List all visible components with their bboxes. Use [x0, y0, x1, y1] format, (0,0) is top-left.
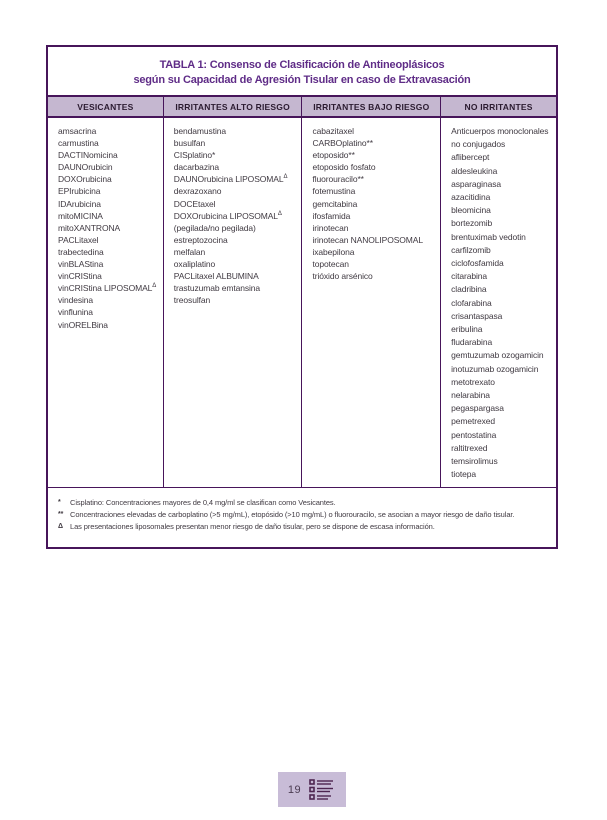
drug-item: Anticuerpos monoclonales no conjugados	[451, 126, 549, 150]
drug-item: fluorouracilo**	[312, 174, 364, 185]
footnote-text: Concentraciones elevadas de carboplatino (>5 mg/mL), etopósido (>10 mg/mL) o fluorouracilo, se asocian a mayor riesgo de daño tisular.	[70, 509, 515, 519]
drug-item: DOXOrubicina $LIPOSOMAL^\Delta$	[173, 210, 282, 221]
drug-item: metotrexato	[451, 376, 495, 387]
column-header-no-irritantes: NO IRRITANTES	[440, 97, 556, 116]
drug-item: carfilzomib	[451, 244, 491, 255]
drug-item: trastuzumab emtansina	[173, 283, 261, 294]
drug-item: bortezomib	[451, 218, 493, 229]
column-header-irritantes-alto-riesgo: IRRITANTES ALTO RIESGO	[163, 97, 302, 116]
drug-item: crisantaspasa	[451, 310, 503, 321]
drug-item: clofarabina	[451, 297, 492, 308]
drug-item: amsacrina	[58, 126, 97, 136]
drug-item: melfalan	[173, 246, 206, 257]
table-title-line2: según su Capacidad de Agresión Tisular en caso de Extravasación	[133, 74, 471, 86]
page-footer-badge	[278, 772, 346, 807]
footnote-text: Las presentaciones liposomales presentan menor riesgo de daño tisular, pero se dispone de escasa información.	[70, 521, 435, 531]
table-title	[48, 47, 556, 95]
drug-item: eribulina	[451, 324, 483, 335]
drug-item: mitoMICINA	[58, 210, 103, 221]
drug-item: dacarbazina	[173, 162, 220, 173]
page-number: 19	[287, 783, 302, 796]
table-title-line1: TABLA 1: Consenso de Clasificación de Antineoplásicos	[159, 59, 445, 71]
drug-item: inotuzumab ozogamicin	[451, 363, 539, 374]
footnote	[58, 521, 546, 533]
drug-item: aldesleukina	[451, 165, 498, 176]
drug-item: aflibercept	[451, 152, 490, 163]
footnotes-section	[48, 488, 556, 547]
drug-item: citarabina	[451, 271, 487, 282]
list-bullet-icon	[309, 778, 336, 801]
drug-item: DACTINomicina	[58, 150, 118, 161]
drug-item: IDArubicina	[58, 198, 101, 209]
column-header-vesicantes: VESICANTES	[77, 101, 134, 112]
footnote-marker: *	[58, 499, 61, 506]
drug-item: tiotepa	[451, 469, 476, 480]
drug-item: brentuximab vedotin	[451, 231, 526, 242]
drug-item: pemetrexed	[451, 416, 496, 427]
drug-item: asparaginasa	[451, 178, 501, 189]
drug-item: DOCEtaxel	[173, 198, 216, 209]
drug-item: bendamustina	[173, 126, 226, 136]
column-no-irritantes	[440, 118, 556, 487]
column-irritantes-bajo-riesgo	[301, 118, 440, 487]
drug-item: ixabepilona	[312, 246, 355, 257]
drug-item: etoposido**	[312, 150, 355, 161]
drug-item: vinCRIStina $LIPOSOMAL^\Delta$	[58, 283, 157, 294]
column-vesicantes	[48, 118, 163, 487]
drug-item: trabectedina	[58, 246, 104, 257]
drug-item: raltitrexed	[451, 442, 488, 453]
drug-item: bleomicina	[451, 205, 491, 216]
drug-item: DAUNOrubicina $LIPOSOMAL^\Delta$	[173, 174, 288, 185]
drug-item: vindesina	[58, 295, 94, 306]
drug-item: oxaliplatino	[173, 259, 216, 270]
column-header-irritantes-bajo-riesgo: IRRITANTES BAJO RIESGO	[301, 97, 440, 116]
drug-item: pentostatina	[451, 429, 497, 440]
drug-item: trióxido arsénico	[312, 271, 373, 282]
classification-table	[46, 45, 558, 549]
table-header-row	[48, 95, 556, 118]
footnote-text: Cisplatino: Concentraciones mayores de 0,4 mg/ml se clasifican como Vesicantes.	[70, 498, 336, 507]
drug-item: ciclofosfamida	[451, 258, 504, 269]
drug-item: irinotecan NANOLIPOSOMAL	[312, 234, 423, 245]
drug-item: mitoXANTRONA	[58, 222, 121, 233]
drug-item: (pegilada/no pegilada)	[173, 222, 256, 233]
drug-item: azacitidina	[451, 192, 491, 203]
drug-item: carmustina	[58, 138, 99, 149]
drug-item: irinotecan	[312, 222, 349, 233]
drug-item: cabazitaxel	[312, 126, 354, 136]
drug-item: fludarabina	[451, 337, 493, 348]
drug-item: vinBLAStina	[58, 259, 104, 270]
drug-item: busulfan	[173, 138, 206, 149]
drug-item: topotecan	[312, 259, 349, 270]
drug-item: vinCRIStina	[58, 271, 102, 282]
drug-item: nelarabina	[451, 390, 490, 401]
column-irritantes-alto-riesgo	[163, 118, 302, 487]
table-body	[48, 118, 556, 488]
footnote-marker: Δ	[58, 522, 63, 530]
drug-item: CARBOplatino**	[312, 138, 373, 149]
drug-item: CISplatino*	[173, 150, 216, 161]
drug-item: gemtuzumab ozogamicin	[451, 350, 544, 361]
drug-item: temsirolimus	[451, 456, 498, 467]
drug-item: gemcitabina	[312, 198, 358, 209]
footnote-marker: **	[58, 510, 64, 518]
drug-item: pegaspargasa	[451, 403, 504, 414]
drug-item: DAUNOrubicin	[58, 162, 113, 173]
drug-item: fotemustina	[312, 186, 356, 197]
drug-item: vinORELBina	[58, 319, 108, 330]
drug-item: treosulfan	[173, 295, 211, 306]
drug-item: EPIrubicina	[58, 186, 101, 197]
drug-item: dexrazoxano	[173, 186, 222, 197]
drug-item: ifosfamida	[312, 210, 351, 221]
drug-item: PACLitaxel	[58, 234, 99, 245]
drug-item: DOXOrubicina	[58, 174, 112, 185]
drug-item: estreptozocina	[173, 234, 228, 245]
drug-item: cladribina	[451, 284, 487, 295]
drug-item: PACLitaxel ALBUMINA	[173, 271, 259, 282]
footnote	[58, 509, 546, 521]
drug-item: vinflunina	[58, 307, 93, 318]
drug-item: etoposido fosfato	[312, 162, 376, 173]
footnote	[58, 497, 546, 509]
